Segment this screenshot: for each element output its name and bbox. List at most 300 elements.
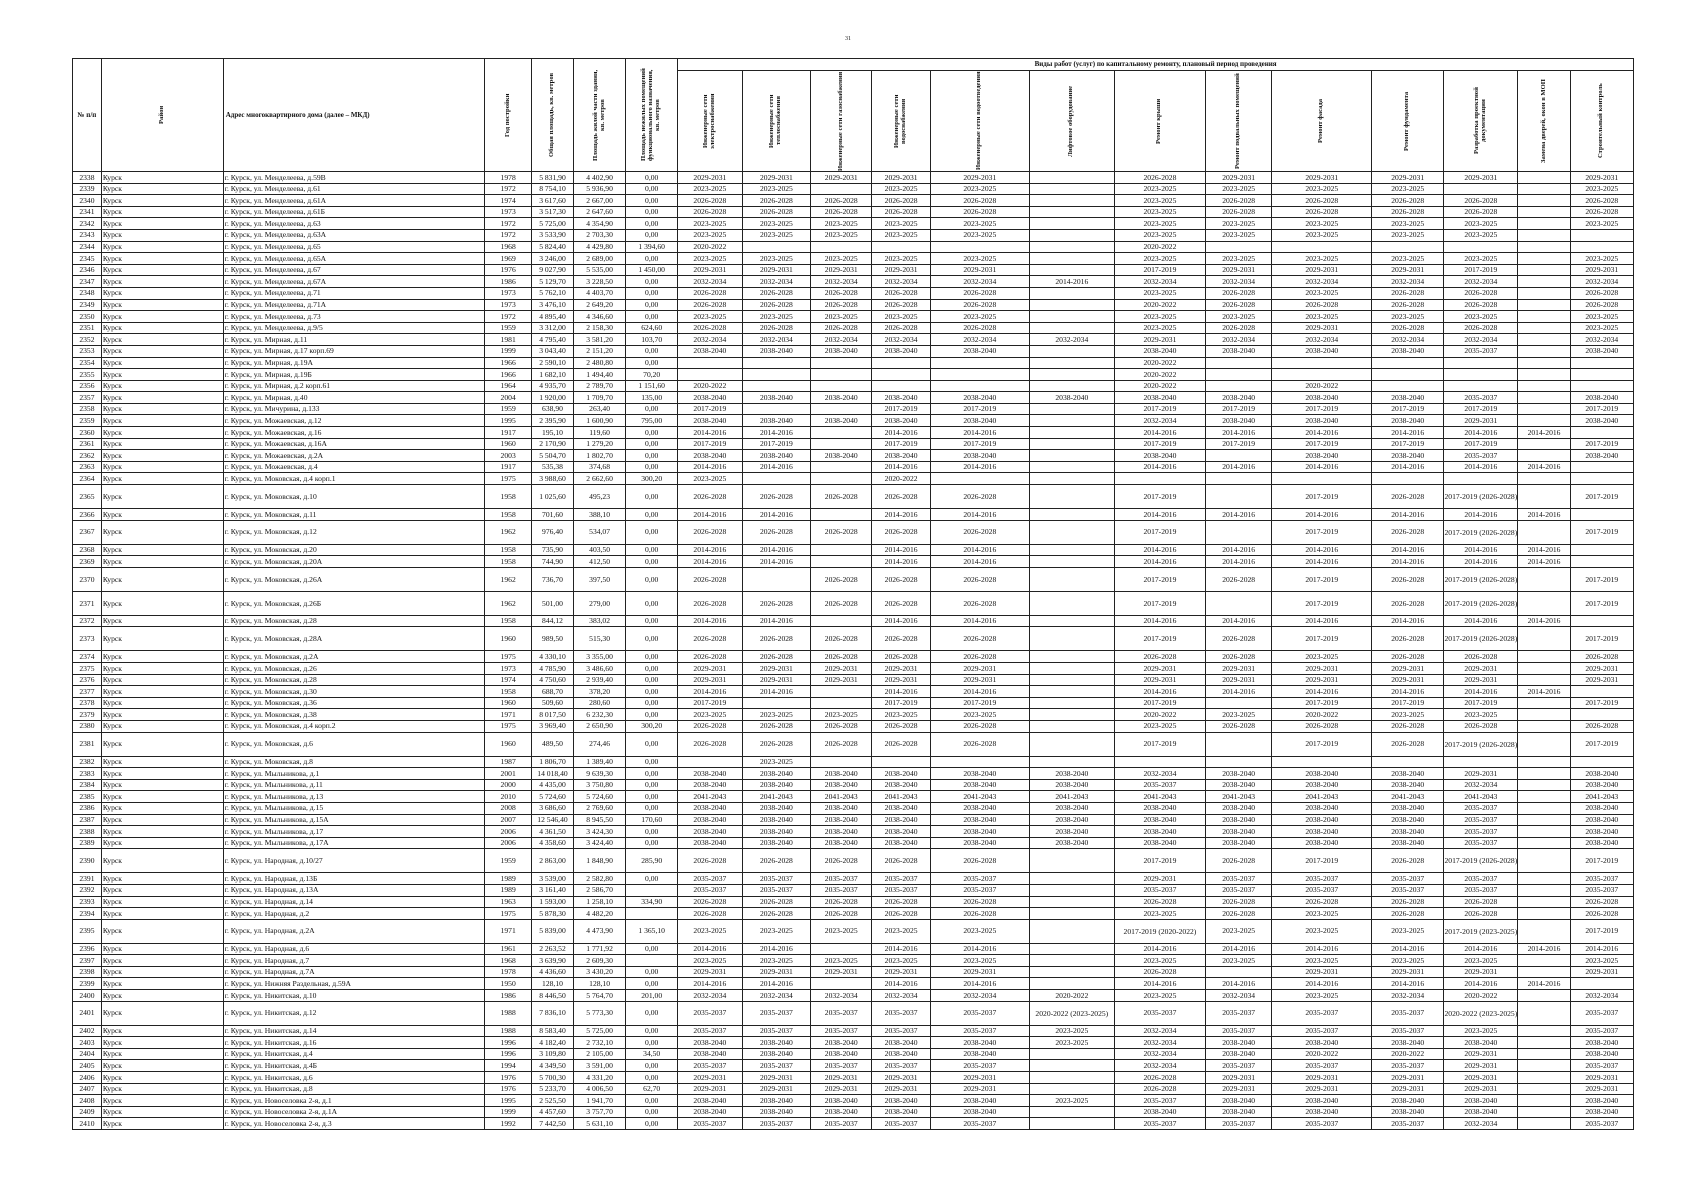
table-row (73, 1060, 1634, 1072)
table-cell: 2035-2037 (1272, 1025, 1372, 1037)
table-cell: 2035-2037 (1444, 345, 1518, 357)
table-cell: 2014-2016 (1518, 461, 1570, 473)
table-cell: 2396 (73, 943, 102, 955)
table-cell: г. Курск, ул. Народная, д.10/27 (223, 849, 485, 873)
table-cell: Курск (101, 884, 223, 896)
table-cell: 2023-2025 (872, 229, 931, 241)
table-cell: 0,00 (626, 1118, 678, 1130)
page-number: 31 (845, 36, 851, 42)
table-cell: Курск (101, 1095, 223, 1107)
table-cell: 1958 (485, 544, 532, 556)
table-cell (1029, 955, 1114, 967)
table-cell: 2038-2040 (1205, 1037, 1272, 1049)
table-cell: 0,00 (626, 591, 678, 615)
table-cell: Курск (101, 873, 223, 885)
table-cell (1444, 369, 1518, 381)
table-cell: 2038-2040 (678, 415, 742, 427)
table-cell: 2035-2037 (930, 873, 1029, 885)
table-cell: 2026-2028 (872, 732, 931, 756)
table-row (73, 943, 1634, 955)
table-row (73, 1083, 1634, 1095)
table-row (73, 955, 1634, 967)
table-cell: 2038-2040 (678, 779, 742, 791)
table-cell: 2038-2040 (930, 1095, 1029, 1107)
table-cell: 2023-2025 (1444, 218, 1518, 230)
table-cell (1518, 768, 1570, 780)
table-row (73, 873, 1634, 885)
table-cell: 0,00 (626, 627, 678, 651)
table-cell: 0,00 (626, 218, 678, 230)
table-cell: 2 649,20 (574, 299, 626, 311)
table-cell: 2026-2028 (1570, 720, 1633, 732)
table-cell (1518, 380, 1570, 392)
table-cell: 2001 (485, 768, 532, 780)
table-cell: 0,00 (626, 1106, 678, 1118)
table-cell (1029, 908, 1114, 920)
table-cell: г. Курск, ул. Моковская, д.28А (223, 627, 485, 651)
table-cell: 2023-2025 (930, 218, 1029, 230)
table-cell: 2029-2031 (742, 663, 811, 675)
table-cell: 2029-2031 (1372, 1072, 1444, 1084)
table-cell (1518, 837, 1570, 849)
table-cell: 3 486,60 (574, 663, 626, 675)
table-cell (1518, 287, 1570, 299)
table-row (73, 218, 1634, 230)
table-cell: 1966 (485, 357, 532, 369)
table-row (73, 1072, 1634, 1084)
table-cell (1029, 556, 1114, 568)
table-cell: 388,10 (574, 509, 626, 521)
table-cell: 795,00 (626, 415, 678, 427)
table-cell: 2026-2028 (1372, 322, 1444, 334)
table-cell: 2020-2022 (1114, 299, 1205, 311)
table-cell: Курск (101, 1048, 223, 1060)
table-cell: 2014-2016 (1272, 686, 1372, 698)
table-cell: 2035-2037 (1444, 814, 1518, 826)
table-cell: 2343 (73, 229, 102, 241)
table-row (73, 990, 1634, 1002)
table-cell: 2032-2034 (1372, 334, 1444, 346)
table-cell: 2038-2040 (1029, 837, 1114, 849)
table-cell: 2026-2028 (1205, 567, 1272, 591)
table-cell: 1 941,70 (574, 1095, 626, 1107)
table-cell: 2038-2040 (872, 450, 931, 462)
table-cell: 2038-2040 (678, 1095, 742, 1107)
table-cell (1518, 814, 1570, 826)
table-cell (1029, 732, 1114, 756)
table-cell: 2035-2037 (1205, 1001, 1272, 1025)
table-cell: 0,00 (626, 1072, 678, 1084)
table-cell: 4 935,70 (531, 380, 573, 392)
table-cell: 2041-2043 (1205, 791, 1272, 803)
table-row (73, 253, 1634, 265)
table-cell: 3 246,00 (531, 253, 573, 265)
table-cell: г. Курск, ул. Никитская, д.8 (223, 1083, 485, 1095)
table-cell: 2032-2034 (1372, 990, 1444, 1002)
table-cell: 2038-2040 (1272, 837, 1372, 849)
header-work-heating: Инженерные сети теплоснабжения (742, 71, 811, 172)
table-cell: 2029-2031 (742, 966, 811, 978)
table-cell (1029, 567, 1114, 591)
table-cell: 2026-2028 (742, 520, 811, 544)
table-cell: 4 795,40 (531, 334, 573, 346)
table-cell (1518, 403, 1570, 415)
table-row (73, 183, 1634, 195)
table-cell: 2038-2040 (742, 768, 811, 780)
table-cell: 2035-2037 (1444, 826, 1518, 838)
table-cell: 2026-2028 (872, 322, 931, 334)
table-cell: 2014-2016 (1372, 686, 1444, 698)
table-cell (930, 241, 1029, 253)
table-cell (811, 183, 872, 195)
table-cell: 1917 (485, 427, 532, 439)
table-cell: 2352 (73, 334, 102, 346)
table-cell: 2014-2016 (678, 509, 742, 521)
table-row (73, 814, 1634, 826)
table-cell: 2038-2040 (1570, 450, 1633, 462)
table-cell: Курск (101, 218, 223, 230)
table-cell: 2014-2016 (1272, 978, 1372, 990)
header-works-group: Виды работ (услуг) по капитальному ремонту, плановый период проведения (678, 59, 1634, 71)
table-cell: 2038-2040 (678, 1048, 742, 1060)
table-cell: 2014-2016 (930, 978, 1029, 990)
table-cell: 2038-2040 (930, 837, 1029, 849)
table-cell: 2017-2019 (1570, 591, 1633, 615)
table-cell: 2038-2040 (811, 1095, 872, 1107)
table-cell: 2035-2037 (678, 1025, 742, 1037)
table-cell: 2023-2025 (1114, 287, 1205, 299)
table-cell: Курск (101, 826, 223, 838)
table-cell: Курск (101, 369, 223, 381)
table-cell: 2038-2040 (872, 345, 931, 357)
table-cell: 2014-2016 (1372, 544, 1444, 556)
table-cell (1029, 438, 1114, 450)
table-cell (1444, 380, 1518, 392)
table-row (73, 264, 1634, 276)
table-cell: 1976 (485, 1072, 532, 1084)
table-cell: 2017-2019 (1444, 697, 1518, 709)
table-cell: 9 639,30 (574, 768, 626, 780)
table-cell: 3 757,70 (574, 1106, 626, 1118)
table-row (73, 966, 1634, 978)
table-cell: 2035-2037 (1372, 1118, 1444, 1130)
table-cell: г. Курск, ул. Моковская, д.4 корп.2 (223, 720, 485, 732)
table-cell: 2038-2040 (811, 345, 872, 357)
table-cell: 1971 (485, 709, 532, 721)
table-cell: 2340 (73, 195, 102, 207)
table-cell: 2023-2025 (1029, 1095, 1114, 1107)
table-cell: 2026-2028 (1372, 299, 1444, 311)
table-cell: 1958 (485, 485, 532, 509)
table-row (73, 287, 1634, 299)
table-cell: 2023-2025 (930, 183, 1029, 195)
table-cell: 2014-2016 (1518, 556, 1570, 568)
table-cell (811, 461, 872, 473)
table-cell: 2339 (73, 183, 102, 195)
table-cell: 2020-2022 (2023-2025) (1444, 1001, 1518, 1025)
table-cell: 2020-2022 (678, 241, 742, 253)
table-cell: 1962 (485, 591, 532, 615)
table-cell: 2014-2016 (742, 544, 811, 556)
table-cell: 5 936,90 (574, 183, 626, 195)
table-cell: 2023-2025 (742, 229, 811, 241)
table-cell: Курск (101, 567, 223, 591)
table-cell: 2032-2034 (742, 334, 811, 346)
table-cell: 2035-2037 (872, 1118, 931, 1130)
table-cell: 2020-2022 (2023-2025) (1029, 1001, 1114, 1025)
table-cell: 0,00 (626, 1001, 678, 1025)
table-cell: 2029-2031 (1444, 1060, 1518, 1072)
header-work-lift: Лифтовое оборудование (1029, 71, 1114, 172)
table-cell: 2026-2028 (930, 206, 1029, 218)
table-cell (1570, 615, 1633, 627)
table-cell: 2023-2025 (1372, 183, 1444, 195)
table-cell: 2023-2025 (872, 919, 931, 943)
table-cell (872, 756, 931, 768)
table-cell: 1961 (485, 943, 532, 955)
table-cell: Курск (101, 450, 223, 462)
table-cell: 2026-2028 (678, 896, 742, 908)
table-cell: 2038-2040 (1372, 814, 1444, 826)
table-row (73, 415, 1634, 427)
table-cell: 2038-2040 (930, 1106, 1029, 1118)
table-cell: 2026-2028 (872, 520, 931, 544)
table-cell: 2026-2028 (1114, 966, 1205, 978)
table-cell: 2014-2016 (872, 556, 931, 568)
table-cell: 2035-2037 (1205, 884, 1272, 896)
table-row (73, 556, 1634, 568)
table-cell: 2023-2025 (1570, 218, 1633, 230)
table-cell: 2038-2040 (1570, 814, 1633, 826)
table-cell (1029, 978, 1114, 990)
table-cell: 2014-2016 (872, 978, 931, 990)
table-cell (811, 473, 872, 485)
table-cell: 300,20 (626, 720, 678, 732)
table-cell: г. Курск, ул. Можаевская, д.16А (223, 438, 485, 450)
table-cell: 2029-2031 (1444, 674, 1518, 686)
table-cell: 2014-2016 (742, 509, 811, 521)
table-cell: 2038-2040 (1570, 392, 1633, 404)
table-cell (1570, 978, 1633, 990)
table-cell: 2014-2016 (678, 427, 742, 439)
table-cell (1029, 206, 1114, 218)
table-cell: 0,00 (626, 768, 678, 780)
table-cell: Курск (101, 908, 223, 920)
table-cell: 2017-2019 (678, 438, 742, 450)
table-cell: 1 802,70 (574, 450, 626, 462)
table-cell: 5 724,60 (574, 791, 626, 803)
table-cell: 2014-2016 (1205, 427, 1272, 439)
table-cell: 2035-2037 (930, 884, 1029, 896)
table-cell: 2350 (73, 311, 102, 323)
header-work-control: Строительный контроль (1570, 71, 1633, 172)
table-cell: 844,12 (531, 615, 573, 627)
table-cell: Курск (101, 674, 223, 686)
table-cell: 2026-2028 (872, 651, 931, 663)
table-cell: 2014-2016 (1272, 556, 1372, 568)
table-cell: 2032-2034 (1114, 276, 1205, 288)
table-cell: г. Курск, ул. Моковская, д.20А (223, 556, 485, 568)
table-cell: 2038-2040 (872, 768, 931, 780)
table-cell (1029, 873, 1114, 885)
table-cell: 2035-2037 (1444, 392, 1518, 404)
table-cell: 2017-2019 (1444, 438, 1518, 450)
table-cell: 5 824,40 (531, 241, 573, 253)
table-cell: 2014-2016 (1570, 943, 1633, 955)
table-cell: г. Курск, ул. Нижняя Раздельная, д.59А (223, 978, 485, 990)
table-cell: 2038-2040 (811, 826, 872, 838)
table-cell: 2029-2031 (1272, 1083, 1372, 1095)
table-cell (1518, 253, 1570, 265)
table-cell: 1996 (485, 1048, 532, 1060)
table-cell: 2023-2025 (742, 919, 811, 943)
table-cell: 2029-2031 (1114, 873, 1205, 885)
table-cell: 0,00 (626, 651, 678, 663)
header-num: № п/п (73, 59, 102, 172)
table-cell: г. Курск, ул. Моковская, д.10 (223, 485, 485, 509)
table-cell: Курск (101, 651, 223, 663)
table-cell: 2032-2034 (1205, 334, 1272, 346)
table-cell: 2038-2040 (1570, 1106, 1633, 1118)
table-cell: Курск (101, 544, 223, 556)
table-cell: 2038-2040 (811, 1048, 872, 1060)
table-cell: 0,00 (626, 567, 678, 591)
table-cell: 2014-2016 (1205, 615, 1272, 627)
table-cell: 2014-2016 (678, 978, 742, 990)
table-cell: 2026-2028 (930, 485, 1029, 509)
table-cell: 1995 (485, 415, 532, 427)
table-cell: 2020-2022 (678, 380, 742, 392)
table-cell: 2032-2034 (1272, 276, 1372, 288)
table-cell: 2038-2040 (742, 1048, 811, 1060)
table-cell: 624,60 (626, 322, 678, 334)
table-cell: 2023-2025 (678, 919, 742, 943)
table-cell (678, 369, 742, 381)
table-cell (1570, 461, 1633, 473)
table-cell: Курск (101, 732, 223, 756)
table-cell: 2006 (485, 826, 532, 838)
table-cell: 2038-2040 (872, 779, 931, 791)
table-cell: 2023-2025 (811, 311, 872, 323)
table-cell: 2038-2040 (1272, 345, 1372, 357)
table-cell: г. Курск, ул. Народная, д.2 (223, 908, 485, 920)
table-cell: 274,46 (574, 732, 626, 756)
table-cell: 2038-2040 (742, 345, 811, 357)
table-cell: 736,70 (531, 567, 573, 591)
table-cell: 2026-2028 (1114, 896, 1205, 908)
table-row (73, 686, 1634, 698)
table-cell: Курск (101, 473, 223, 485)
table-cell: 2026-2028 (678, 567, 742, 591)
table-cell: 2032-2034 (1444, 334, 1518, 346)
table-cell: 2038-2040 (1444, 1106, 1518, 1118)
table-cell: 1994 (485, 1060, 532, 1072)
table-cell: 2023-2025 (872, 218, 931, 230)
table-cell: г. Курск, ул. Мирная, д.11 (223, 334, 485, 346)
table-cell: 2026-2028 (1205, 627, 1272, 651)
table-cell: 2389 (73, 837, 102, 849)
table-cell (1029, 720, 1114, 732)
table-cell: 1 389,40 (574, 756, 626, 768)
table-cell (1029, 674, 1114, 686)
table-cell: 2026-2028 (1372, 567, 1444, 591)
table-row (73, 427, 1634, 439)
table-cell: 2017-2019 (2023-2025) (1444, 919, 1518, 943)
capital-repair-table (72, 58, 1634, 1130)
table-cell: 5 631,10 (574, 1118, 626, 1130)
table-cell (1444, 183, 1518, 195)
table-cell: г. Курск, ул. Моковская, д.26Б (223, 591, 485, 615)
table-cell: Курск (101, 802, 223, 814)
table-cell: 2023-2025 (872, 183, 931, 195)
table-cell: 2014-2016 (1114, 461, 1205, 473)
table-cell: 2014-2016 (1518, 978, 1570, 990)
table-cell: 2038-2040 (811, 837, 872, 849)
table-cell: 2014-2016 (1114, 509, 1205, 521)
table-cell: 2014-2016 (872, 943, 931, 955)
table-cell: г. Курск, ул. Народная, д.2А (223, 919, 485, 943)
table-cell: 1 494,40 (574, 369, 626, 381)
table-cell: 5 725,00 (531, 218, 573, 230)
table-cell (1114, 473, 1205, 485)
table-cell: 2017-2019 (742, 438, 811, 450)
table-cell: 2038-2040 (1205, 814, 1272, 826)
table-cell: 2014-2016 (1205, 943, 1272, 955)
table-cell: 2026-2028 (1444, 651, 1518, 663)
table-cell: 2029-2031 (1272, 172, 1372, 184)
table-cell (1518, 450, 1570, 462)
table-cell: Курск (101, 615, 223, 627)
table-row (73, 345, 1634, 357)
table-cell: 2038-2040 (1114, 345, 1205, 357)
table-cell: 2023-2025 (1114, 253, 1205, 265)
table-cell: 2017-2019 (2026-2028) (1444, 732, 1518, 756)
table-cell: г. Курск, ул. Менделеева, д.9/5 (223, 322, 485, 334)
table-cell: 2029-2031 (1444, 768, 1518, 780)
table-cell: 2035-2037 (811, 1118, 872, 1130)
table-cell: 2038-2040 (872, 415, 931, 427)
table-cell (1029, 697, 1114, 709)
table-cell (1205, 473, 1272, 485)
table-cell: 2023-2025 (1205, 311, 1272, 323)
table-cell: 2026-2028 (678, 849, 742, 873)
table-cell: 0,00 (626, 709, 678, 721)
table-cell: 515,30 (574, 627, 626, 651)
table-cell: 2029-2031 (742, 1072, 811, 1084)
table-cell: 2026-2028 (1205, 322, 1272, 334)
table-cell: Курск (101, 334, 223, 346)
table-cell: 2038-2040 (1029, 802, 1114, 814)
table-cell: 2392 (73, 884, 102, 896)
table-row (73, 709, 1634, 721)
table-cell: Курск (101, 943, 223, 955)
table-cell (1372, 357, 1444, 369)
table-cell: 688,70 (531, 686, 573, 698)
table-cell (1029, 241, 1114, 253)
table-cell: 2014-2016 (930, 461, 1029, 473)
table-cell: 2017-2019 (1372, 438, 1444, 450)
table-cell: 2038-2040 (1372, 1106, 1444, 1118)
table-cell: 1959 (485, 849, 532, 873)
table-cell: 2035-2037 (1444, 802, 1518, 814)
table-cell: 1999 (485, 1106, 532, 1118)
table-cell: 7 836,10 (531, 1001, 573, 1025)
table-cell: 2035-2037 (872, 873, 931, 885)
table-cell: 0,00 (626, 1025, 678, 1037)
table-cell: 2023-2025 (1444, 709, 1518, 721)
table-cell: 2035-2037 (742, 1118, 811, 1130)
table-cell (1518, 802, 1570, 814)
